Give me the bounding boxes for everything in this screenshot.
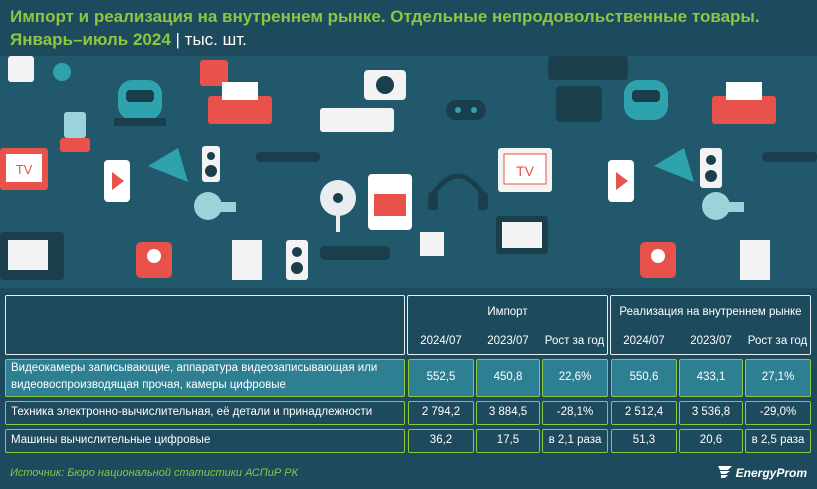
straightener-icon bbox=[320, 246, 390, 260]
cell-value: -28,1% bbox=[556, 406, 594, 418]
import-group-label: Импорт bbox=[487, 306, 528, 318]
cell-value: 36,2 bbox=[429, 434, 453, 446]
row-label: Видеокамеры записывающие, аппаратура видеозаписывающая или bbox=[11, 362, 378, 374]
footer bbox=[0, 458, 817, 489]
logo-icon bbox=[718, 466, 732, 478]
cell-value: 3 884,5 bbox=[488, 406, 528, 418]
box-icon bbox=[420, 232, 444, 256]
cell-value: 433,1 bbox=[696, 371, 726, 383]
kettle-icon bbox=[740, 240, 770, 280]
dial-icon bbox=[53, 63, 71, 81]
blender-icon bbox=[60, 112, 90, 152]
column-header: 2024/07 bbox=[420, 335, 462, 347]
cell-value: 51,3 bbox=[632, 434, 656, 446]
cell-value: 2 794,2 bbox=[421, 406, 461, 418]
data-table bbox=[0, 289, 817, 455]
cell-value: в 2,5 раза bbox=[751, 434, 805, 446]
vacuum-icon bbox=[114, 80, 166, 126]
appliance-icon bbox=[548, 56, 628, 80]
air-conditioner-icon bbox=[320, 108, 394, 132]
straightener-icon bbox=[256, 152, 320, 162]
tv-label: TV bbox=[15, 162, 33, 177]
straightener-icon bbox=[762, 152, 817, 162]
row-label: Техника электронно-вычислительная, её детали и принадлежности bbox=[11, 406, 373, 418]
subtitle-line bbox=[10, 30, 247, 50]
cell-value: 27,1% bbox=[761, 371, 795, 383]
cell-value: 22,6% bbox=[558, 371, 592, 383]
source-note: Источник: Бюро национальной статистики АСПиР РК bbox=[10, 467, 299, 479]
column-header: Рост за год bbox=[747, 335, 808, 347]
brand-logo bbox=[718, 466, 807, 480]
tv-icon bbox=[498, 148, 552, 192]
tv-label: TV bbox=[516, 163, 534, 179]
camera-icon bbox=[364, 70, 406, 100]
box-icon bbox=[8, 56, 34, 82]
gamepad-icon bbox=[446, 100, 486, 120]
vacuum-icon bbox=[624, 80, 668, 120]
row-label: Машины вычислительные цифровые bbox=[11, 434, 211, 446]
banner-illustration bbox=[0, 56, 817, 288]
header bbox=[0, 0, 817, 56]
cell-value: 450,8 bbox=[493, 371, 523, 383]
column-header: 2023/07 bbox=[690, 335, 732, 347]
tv-icon bbox=[0, 148, 48, 190]
period-label: Январь–июль 2024 bbox=[10, 30, 171, 49]
column-header: 2024/07 bbox=[623, 335, 665, 347]
cell-value: 17,5 bbox=[496, 434, 520, 446]
cell-value: 550,6 bbox=[629, 371, 659, 383]
appliances-pattern bbox=[0, 56, 817, 288]
brand-name: EnergyProm bbox=[735, 466, 807, 480]
cell-value: 2 512,4 bbox=[624, 406, 664, 418]
unit-label: | тыс. шт. bbox=[170, 30, 247, 49]
scale-icon bbox=[640, 242, 676, 278]
kettle-icon bbox=[232, 240, 262, 280]
scale-icon bbox=[136, 242, 172, 278]
cell-value: 552,5 bbox=[426, 371, 456, 383]
row-label-header bbox=[5, 295, 405, 355]
column-header: Рост за год bbox=[544, 335, 605, 347]
column-header: 2023/07 bbox=[487, 335, 529, 347]
row-label: видеовоспроизводящая прочая, камеры цифровые bbox=[11, 379, 286, 391]
cell-value: в 2,1 раза bbox=[548, 434, 602, 446]
oven-icon bbox=[368, 174, 412, 230]
cell-value: -29,0% bbox=[759, 406, 797, 418]
appliance-icon bbox=[556, 86, 602, 122]
sales-group-label: Реализация на внутреннем рынке bbox=[619, 306, 802, 318]
page-title: Импорт и реализация на внутреннем рынке. Отдельные непродовольственные товары. bbox=[10, 7, 760, 26]
cell-value: 20,6 bbox=[699, 434, 723, 446]
cell-value: 3 536,8 bbox=[691, 406, 731, 418]
